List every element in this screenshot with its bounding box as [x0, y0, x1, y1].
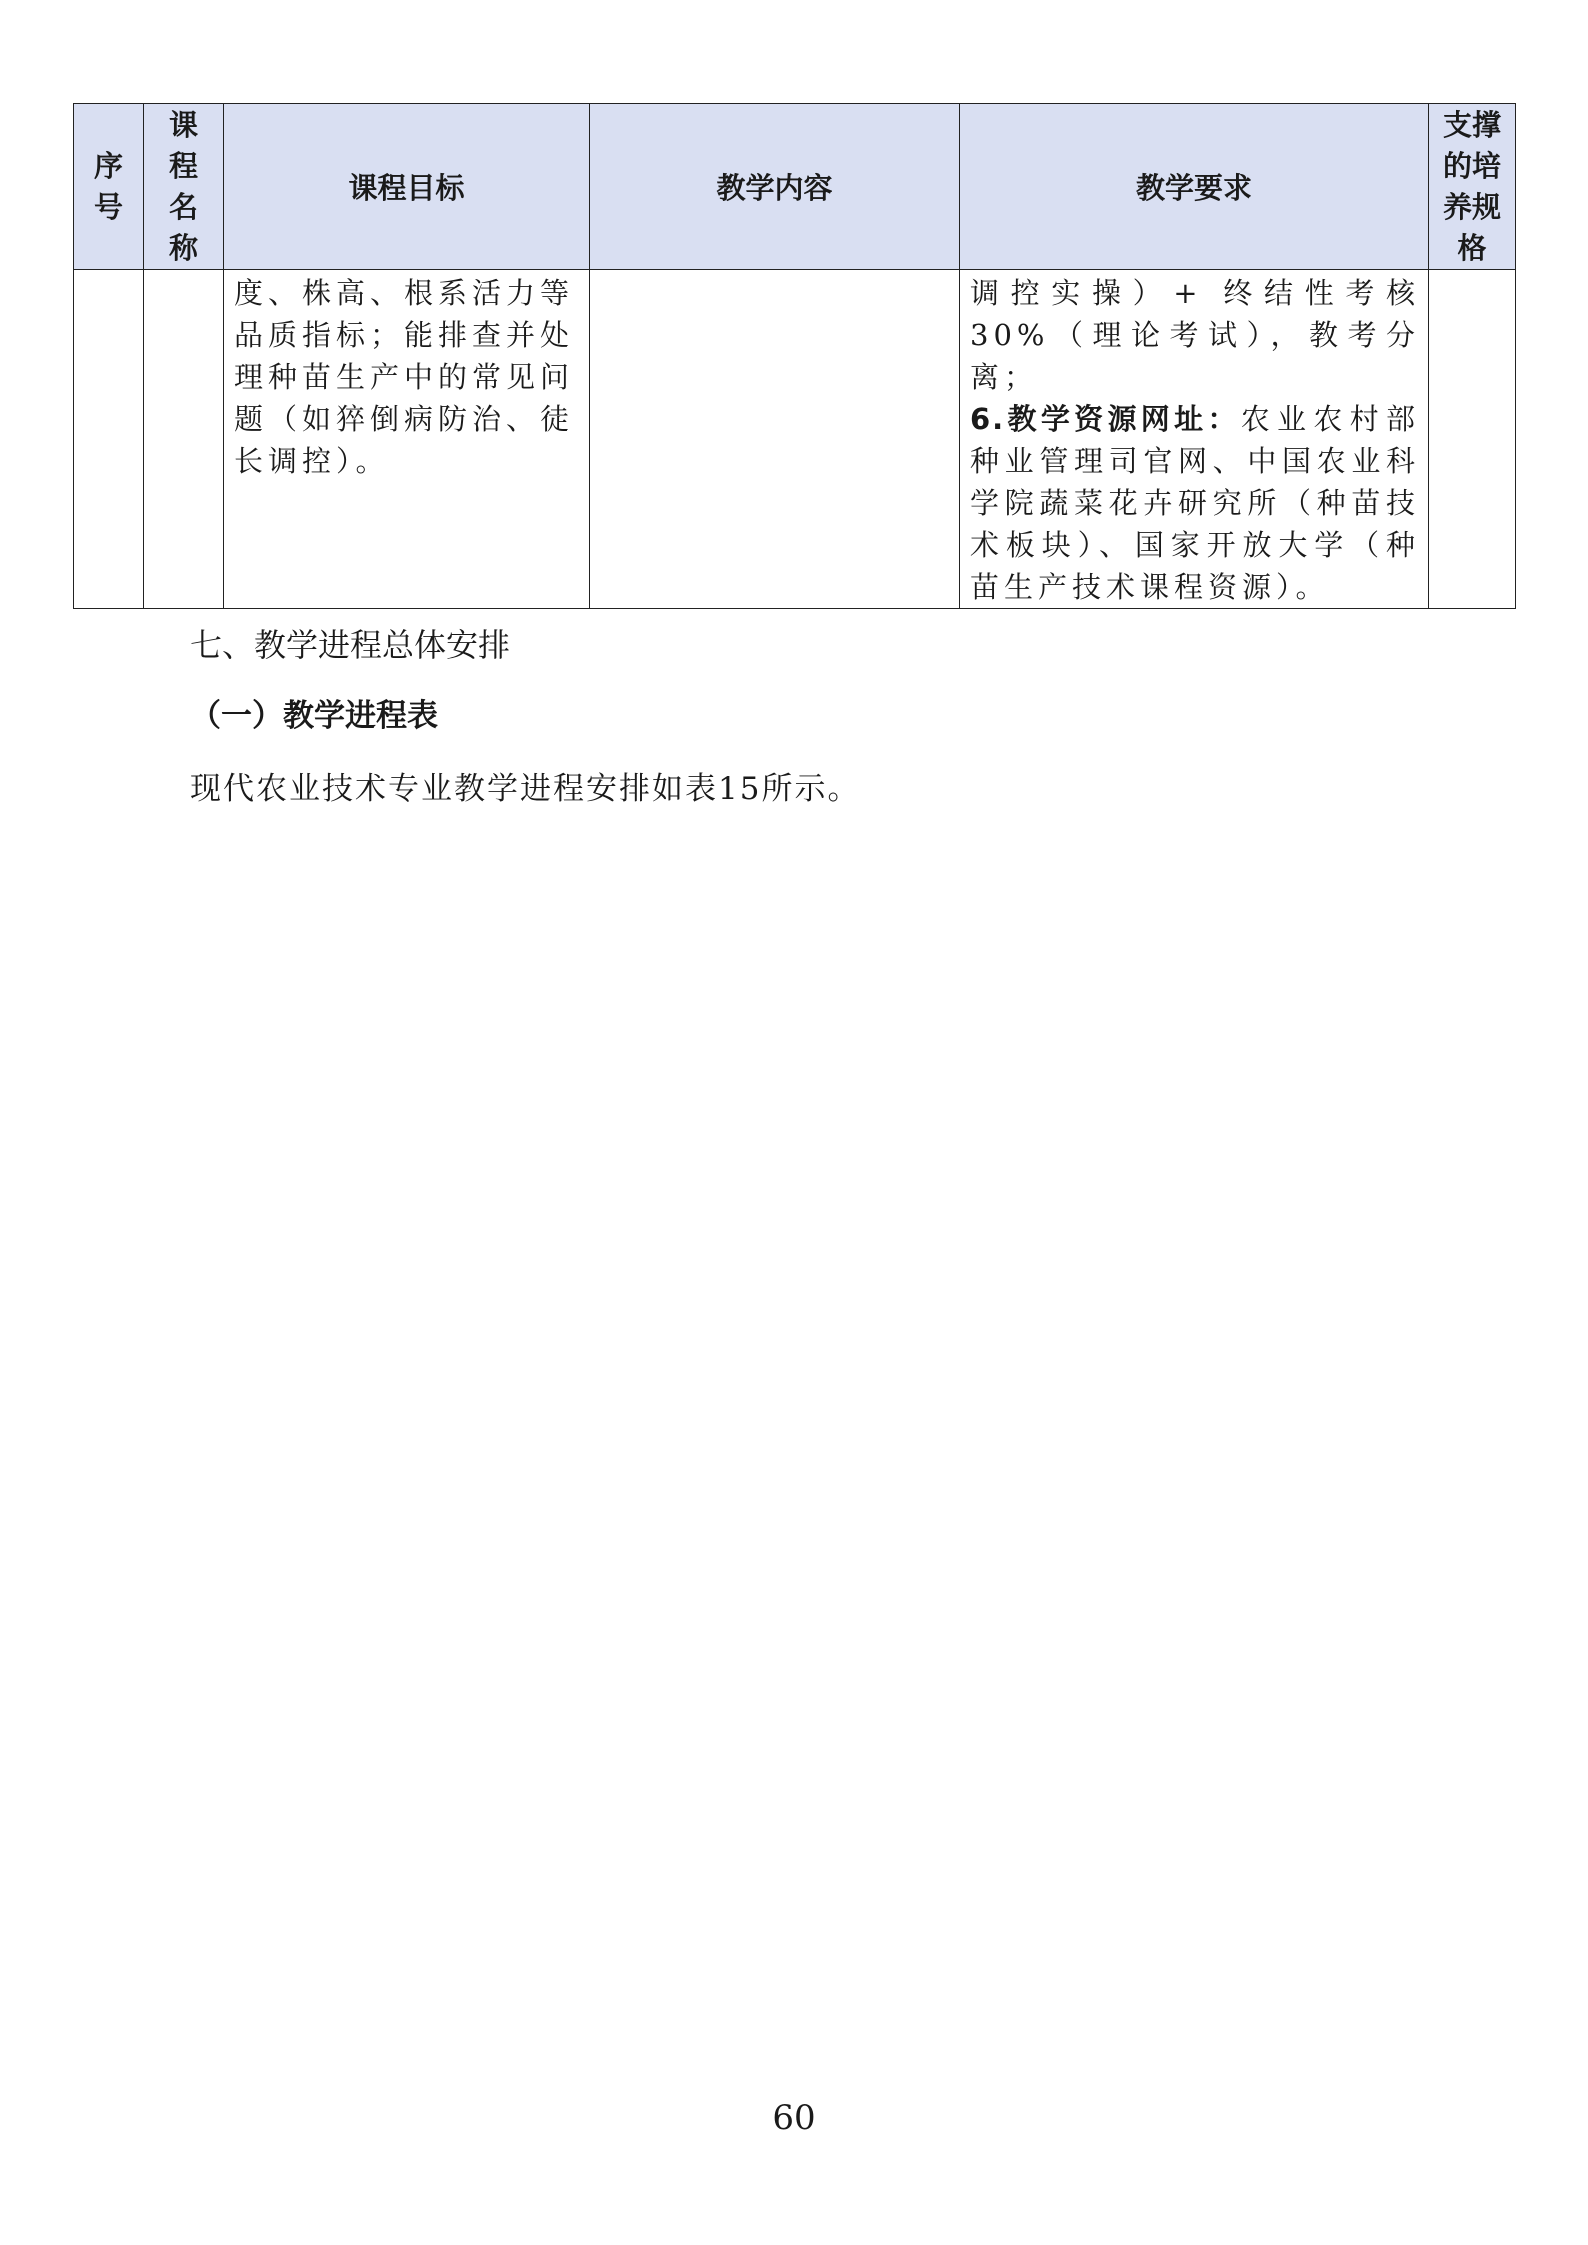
- objective-line: 题（如猝倒病防治、徒: [234, 402, 575, 436]
- objective-text: [224, 270, 589, 482]
- body-paragraph: 现代农业技术专业教学进程安排如表15所示。: [190, 771, 861, 807]
- table-row: [74, 270, 1516, 609]
- course-table: [73, 103, 1516, 609]
- page-number: 60: [772, 2098, 816, 2138]
- cell-course-name: [144, 270, 224, 609]
- header-seq: 序 号: [74, 104, 144, 270]
- objective-line: 度、株高、根系活力等: [234, 276, 575, 310]
- cell-seq: [74, 270, 144, 609]
- resources-label: 6.教学资源网址：: [970, 402, 1241, 436]
- resources-text: 农业农村部种业管理司官网、中国农业科学院蔬菜花卉研究所（种苗技术板块）、国家开放大学（种苗生产技术课程资源）。: [970, 402, 1420, 604]
- objective-line: 理种苗生产中的常见问: [234, 360, 575, 394]
- header-course-name: 课 程 名 称: [144, 104, 224, 270]
- objective-line: 品质指标；能排查并处: [234, 318, 575, 352]
- header-objective: 课程目标: [224, 104, 590, 270]
- section-title: 七、教学进程总体安排: [190, 626, 511, 664]
- subsection-title: （一）教学进程表: [190, 698, 438, 734]
- header-supported-spec: 支撑 的培 养规 格: [1429, 104, 1516, 270]
- requirements-assessment: 调控实操）+ 终结性考核 30%（理论考试），教考分离；: [970, 276, 1420, 394]
- table-header-row: [74, 104, 1516, 270]
- cell-requirements: [960, 270, 1429, 609]
- header-content: 教学内容: [590, 104, 960, 270]
- objective-line: 长调控）。: [234, 444, 390, 478]
- cell-content: [590, 270, 960, 609]
- requirements-resources: [970, 398, 1420, 608]
- cell-objective: [224, 270, 590, 609]
- requirements-text: [960, 270, 1428, 608]
- cell-supported-spec: [1429, 270, 1516, 609]
- header-requirements: 教学要求: [960, 104, 1429, 270]
